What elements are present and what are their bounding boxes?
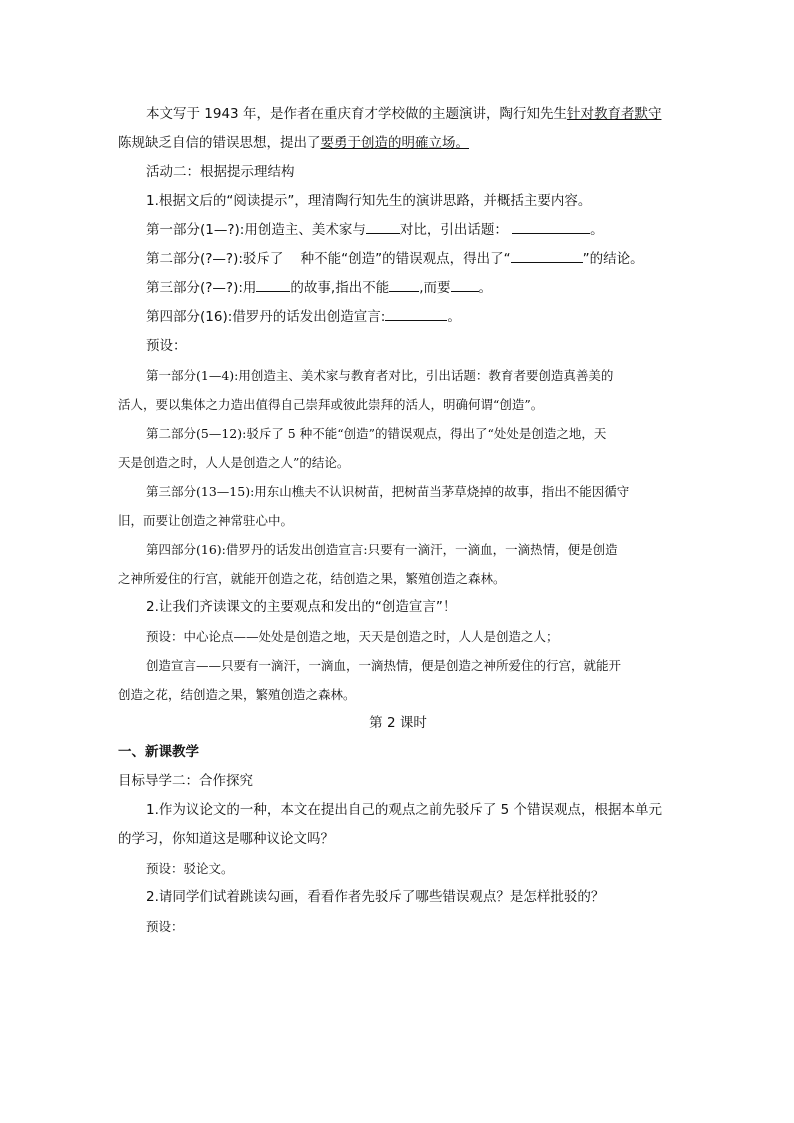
intro-line-1 (118, 100, 678, 129)
document-page (118, 100, 678, 941)
lesson2-question-1-line-2: 的学习，你知道这是哪种议论文吗？ (118, 831, 334, 847)
question-2-preset-line-2: 创造宣言——只要有一滴汗，一滴血，一滴热情，便是创造之神所爱住的行宫，就能开 (146, 658, 622, 673)
part-text: 第四部分(16):借罗丹的话发出创造宣言: (146, 309, 386, 325)
intro-text: 本文写于 1943 年，是作者在重庆育才学校做的主题演讲，陶行知先生 (146, 106, 567, 122)
answer-4-line-1: 第四部分(16):借罗丹的话发出创造宣言:只要有一滴汗，一滴血，一滴热情，便是创造 (146, 542, 618, 557)
part-text: 的故事,指出不能 (290, 280, 390, 296)
answer-3-line-1: 第三部分(13—15):用东山樵夫不认识树苗，把树苗当茅草烧掉的故事，指出不能因循守 (146, 484, 630, 499)
answer-1-line-1: 第一部分(1—4):用创造主、美术家与教育者对比，引出话题：教育者要创造真善美的 (146, 368, 614, 383)
part-text: 。 (478, 280, 493, 296)
blank-line (511, 248, 583, 263)
blank-line (256, 277, 290, 292)
intro-text: 陈规缺乏自信的错误思想，提出了 (118, 135, 321, 151)
answer-1-line-2: 活人，要以集体之力造出值得自己崇拜或彼此崇拜的活人，明确何谓“创造”。 (118, 397, 544, 412)
part-text: ,而要 (419, 280, 451, 296)
blank-line (451, 277, 479, 292)
section-heading: 一、新课教学 (118, 744, 199, 760)
question-2-preset-line-3: 创造之花，结创造之果，繁殖创造之森林。 (118, 687, 356, 702)
part-text: ”的结论。 (582, 251, 644, 267)
intro-underline-text: 要勇于创造的明確立场。 (320, 135, 469, 151)
part-text: 种不能“创造”的错误观点，得出了“ (300, 251, 511, 267)
blank-line (512, 219, 590, 234)
question-2: 2.让我们齐读课文的主要观点和发出的“创造宣言”！ (146, 599, 457, 615)
answer-2-line-1: 第二部分(5—12):驳斥了 5 种不能“创造”的错误观点，得出了“处处是创造之地，天 (146, 426, 607, 441)
part-text: 第一部分(1—?):用创造主、美术家与 (146, 222, 366, 238)
part-text: 第三部分(?—?):用 (146, 280, 257, 296)
part-2-line (118, 245, 678, 274)
intro-line-2 (118, 129, 678, 158)
lesson2-question-2: 2.请同学们试着跳读勾画，看看作者先驳斥了哪些错误观点？是怎样批驳的？ (146, 889, 605, 905)
answer-2-line-2: 天是创造之时，人人是创造之人”的结论。 (118, 455, 350, 470)
goal-heading: 目标导学二：合作探究 (118, 773, 253, 789)
part-text: 对比，引出话题： (399, 222, 508, 238)
lesson2-question-1-line-1: 1.作为议论文的一种，本文在提出自己的观点之前先驳斥了 5 个错误观点，根据本单元 (146, 802, 663, 818)
preset-label: 预设： (146, 338, 187, 354)
lesson2-question-2-preset: 预设： (146, 919, 184, 934)
blank-line (366, 219, 400, 234)
part-3-line (118, 274, 678, 303)
intro-underline-text: 针对教育者默守 (566, 106, 662, 122)
question-2-preset-line-1: 预设：中心论点——处处是创造之地，天天是创造之时，人人是创造之人； (146, 629, 559, 644)
blank-line (389, 277, 419, 292)
lesson-title: 第 2 课时 (369, 715, 427, 731)
part-text: 。 (590, 222, 604, 238)
part-1-line (118, 216, 678, 245)
lesson2-question-1-preset: 预设：驳论文。 (146, 861, 234, 876)
part-text: 。 (447, 309, 461, 325)
activity-title: 活动二：根据提示理结构 (146, 164, 295, 180)
blank-line (385, 306, 447, 321)
question-1: 1.根据文后的“阅读提示”，理清陶行知先生的演讲思路，并概括主要内容。 (146, 193, 592, 209)
answer-4-line-2: 之神所爱住的行宫，就能开创造之花，结创造之果，繁殖创造之森林。 (118, 571, 506, 586)
answer-3-line-2: 旧，而要让创造之神常驻心中。 (118, 513, 294, 528)
part-text: 第二部分(?—?):驳斥了 (146, 251, 284, 267)
part-4-line (118, 303, 678, 332)
